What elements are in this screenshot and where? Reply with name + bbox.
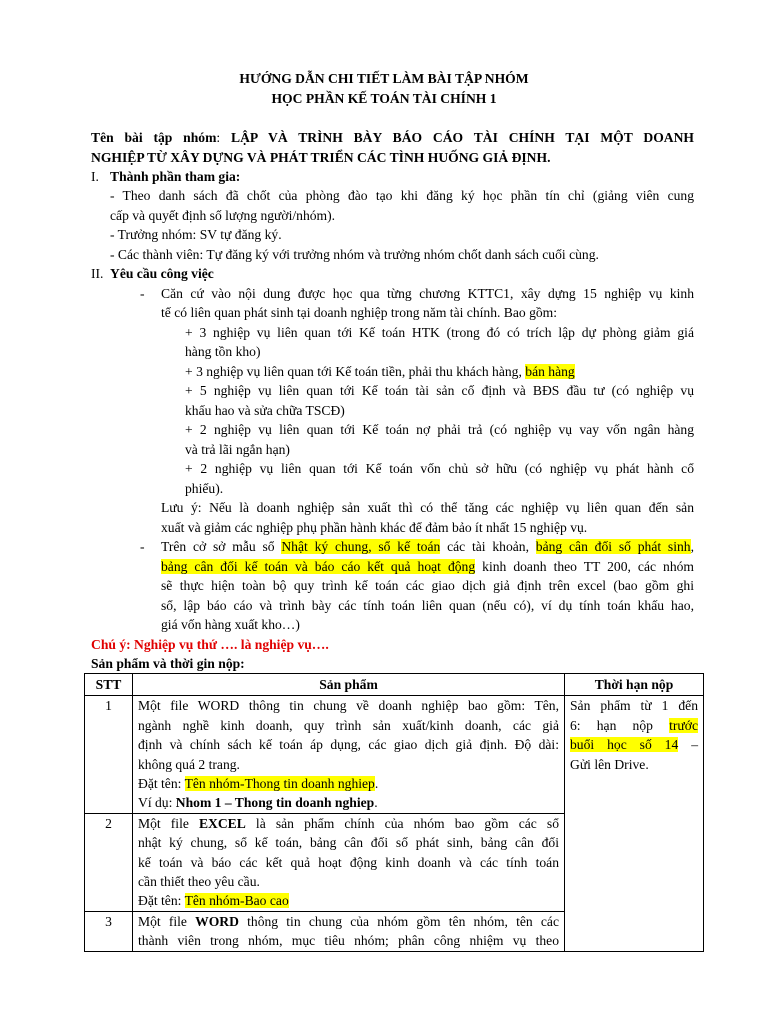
- note-line-1: Lưu ý: Nếu là doanh nghiệp sản xuất thì có thể tăng các nghiệp vụ liên quan đến sản: [161, 500, 694, 515]
- process-line-5: giá vốn hàng xuất kho…): [161, 617, 300, 632]
- item-cash-line: [185, 362, 575, 381]
- document-title-line-1: HƯỚNG DẪN CHI TIẾT LÀM BÀI TẬP NHÓM: [239, 71, 529, 86]
- item-liabilities-line-2: và trả lãi ngắn hạn): [185, 442, 290, 457]
- deadline-highlight-3a: buổi học số 14: [570, 737, 679, 753]
- header-product: Sản phẩm: [133, 674, 565, 696]
- deadline-line-1: Sản phẩm từ 1 đến: [570, 698, 698, 714]
- row-1-name-value: Tên nhóm-Thong tin doanh nghiep: [184, 776, 375, 792]
- section-1-line-3: - Trưởng nhóm: SV tự đăng ký.: [110, 227, 282, 242]
- row-2-name-label: Đặt tên:: [138, 893, 185, 909]
- row-3-product: [133, 911, 565, 951]
- assignment-name-line-2: NGHIỆP TỪ XÂY DỰNG VÀ PHÁT TRIỂN CÁC TÌNH HUỐNG GIẢ ĐỊNH.: [91, 150, 551, 165]
- deadline-line-4: Gửi lên Drive.: [570, 756, 649, 772]
- item-liabilities-line-1: + 2 nghiệp vụ liên quan tới Kế toán nợ phải trả (có nghiệp vụ vay vốn ngân hàng: [185, 422, 694, 437]
- row-2-pre: Một file: [138, 815, 199, 831]
- row-2-line-3: kế toán và báo các kết quả hoạt động kinh doanh và các tính toán: [138, 854, 559, 870]
- item-fixed-assets-line-1: + 5 nghiệp vụ liên quan tới Kế toán tài sản cố định và BĐS đầu tư (có nghiệp vụ: [185, 383, 694, 398]
- header-deadline: Thời hạn nộp: [565, 674, 704, 696]
- row-2-post: là sản phẩm chính của nhóm bao gồm các sổ: [245, 815, 559, 831]
- row-3-post: thông tin chung của nhóm gồm tên nhóm, tên các: [238, 913, 559, 929]
- row-1-name-line: [138, 774, 559, 793]
- products-heading: Sản phẩm và thời gin nộp:: [91, 656, 245, 671]
- header-stt: STT: [85, 674, 133, 696]
- item-equity-line-2: phiếu).: [185, 481, 224, 496]
- section-1-line-1: - Theo danh sách đã chốt của phòng đào tạo khi đăng ký học phần tín chỉ (giảng viên cung: [110, 188, 694, 203]
- table-header-row: [85, 674, 704, 696]
- deadline-text-2a: 6: hạn nộp: [570, 717, 670, 733]
- row-3-line-1: [138, 912, 559, 931]
- row-2-name-value: Tên nhóm-Bao cao: [184, 893, 289, 909]
- row-3-pre: Một file: [138, 913, 196, 929]
- table-row: [85, 696, 704, 813]
- process-text-a: Trên cở sở mẫu sổ: [161, 539, 282, 554]
- process-line-2: [161, 557, 694, 576]
- deadline-text-3b: –: [678, 737, 698, 753]
- row-3-line-2: thành viên trong nhóm, mục tiêu nhóm; phân công nhiệm vụ theo: [138, 933, 559, 949]
- process-highlight-trial-balance: bảng cân đối số phát sinh: [535, 539, 691, 554]
- notice-text: Chú ý: Nghiệp vụ thứ …. là nghiệp vụ….: [91, 637, 329, 652]
- deadline-line-3: [570, 735, 698, 754]
- row-1-example-line: [138, 793, 559, 812]
- bullet-2: -: [140, 539, 145, 554]
- section-1-numeral: I.: [91, 169, 99, 184]
- products-table: [84, 673, 704, 952]
- row-1-line-2: ngành nghề kinh doanh, quy trình sản xuất/kinh doanh, các giả: [138, 717, 559, 733]
- assignment-colon: :: [216, 130, 231, 145]
- row-1-line-3: định và chính sách kế toán áp dụng, các giao dịch giả định. Độ dài:: [138, 737, 559, 753]
- process-line-1: [161, 537, 694, 556]
- row-2-stt: 2: [85, 813, 133, 911]
- document-title-line-2: HỌC PHẦN KẾ TOÁN TÀI CHÍNH 1: [271, 91, 497, 106]
- row-1-example-label: Ví dụ:: [138, 795, 176, 811]
- section-1-line-4: - Các thành viên: Tự đăng ký với trưởng nhóm và trưởng nhóm chốt danh sách cuối cùng.: [110, 247, 599, 262]
- item-htk-line-2: hàng tồn kho): [185, 344, 261, 359]
- row-1-name-end: .: [374, 776, 379, 792]
- assignment-label: Tên bài tập nhóm: [91, 130, 217, 145]
- row-1-product: [133, 696, 565, 813]
- item-fixed-assets-line-2: khấu hao và sửa chữa TSCĐ): [185, 403, 345, 418]
- row-1-example-value: Nhom 1 – Thong tin doanh nghiep: [175, 795, 375, 811]
- item-equity-line-1: + 2 nghiệp vụ liên quan tới Kế toán vốn chủ sở hữu (có nghiệp vụ phát hành cổ: [185, 461, 694, 476]
- assignment-name-line-1: [91, 128, 694, 147]
- process-text-c: các tài khoản,: [440, 539, 536, 554]
- row-1-example-end: .: [374, 795, 378, 811]
- section-2-numeral: II.: [91, 266, 104, 281]
- note-line-2: xuất và giảm các nghiệp phụ phần hành khác để đảm bảo ít nhất 15 nghiệp vụ.: [161, 520, 588, 535]
- item-cash-text: + 3 nghiệp vụ liên quan tới Kế toán tiền, phải thu khách hàng,: [185, 364, 526, 379]
- row-2-name-line: [138, 891, 559, 910]
- deadline-cell: [565, 696, 704, 951]
- row-2-product: [133, 813, 565, 911]
- deadline-highlight-2b: trước: [669, 717, 698, 733]
- row-1-line-4: không quá 2 trang.: [138, 756, 240, 772]
- section-1-line-2: cấp và quyết định số lượng người/nhóm).: [110, 208, 336, 223]
- process-line-3: sẽ thực hiện toàn bộ quy trình kế toán các giao dịch giả định trên excel (bao gồm ghi: [161, 578, 694, 593]
- row-1-stt: 1: [85, 696, 133, 813]
- requirement-line-2: tế có liên quan phát sinh tại doanh nghiệp trong năm tài chính. Bao gồm:: [161, 305, 558, 320]
- section-2-heading: Yêu cầu công việc: [110, 266, 214, 281]
- item-htk-line-1: + 3 nghiệp vụ liên quan tới Kế toán HTK (trong đó có trích lập dự phòng giảm giá: [185, 325, 694, 340]
- row-3-stt: 3: [85, 911, 133, 951]
- section-1-heading: Thành phần tham gia:: [110, 169, 241, 184]
- row-3-bold: WORD: [195, 913, 239, 929]
- bullet-1: -: [140, 286, 145, 301]
- row-2-bold: EXCEL: [198, 815, 246, 831]
- row-2-line-4: cần thiết theo yêu cầu.: [138, 874, 260, 890]
- row-2-line-1: [138, 814, 559, 833]
- deadline-line-2: [570, 716, 698, 735]
- item-cash-highlight: bán hàng: [525, 364, 575, 379]
- process-text-e: ,: [690, 539, 694, 554]
- process-line-4: sổ, lập báo cáo và trình bày các tính toán liên quan (nếu có), ví dụ tính toán khấu hao,: [161, 598, 694, 613]
- process-text-g: kinh doanh theo TT 200, các nhóm: [475, 559, 694, 574]
- row-1-line-1: Một file WORD thông tin chung về doanh nghiệp bao gồm: Tên,: [138, 698, 559, 714]
- process-highlight-journal: Nhật ký chung, sổ kế toán: [281, 539, 441, 554]
- row-1-name-label: Đặt tên:: [138, 776, 185, 792]
- process-highlight-balance-sheet: bảng cân đối kế toán và báo cáo kết quả hoạt động: [161, 559, 476, 574]
- assignment-title-1: LẬP VÀ TRÌNH BÀY BÁO CÁO TÀI CHÍNH TẠI MỘT DOANH: [231, 130, 694, 145]
- row-2-line-2: nhật ký chung, sổ kế toán, bảng cân đối số phát sinh, bảng cân đối: [138, 835, 559, 851]
- requirement-line-1: Căn cứ vào nội dung được học qua từng chương KTTC1, xây dựng 15 nghiệp vụ kinh: [161, 286, 694, 301]
